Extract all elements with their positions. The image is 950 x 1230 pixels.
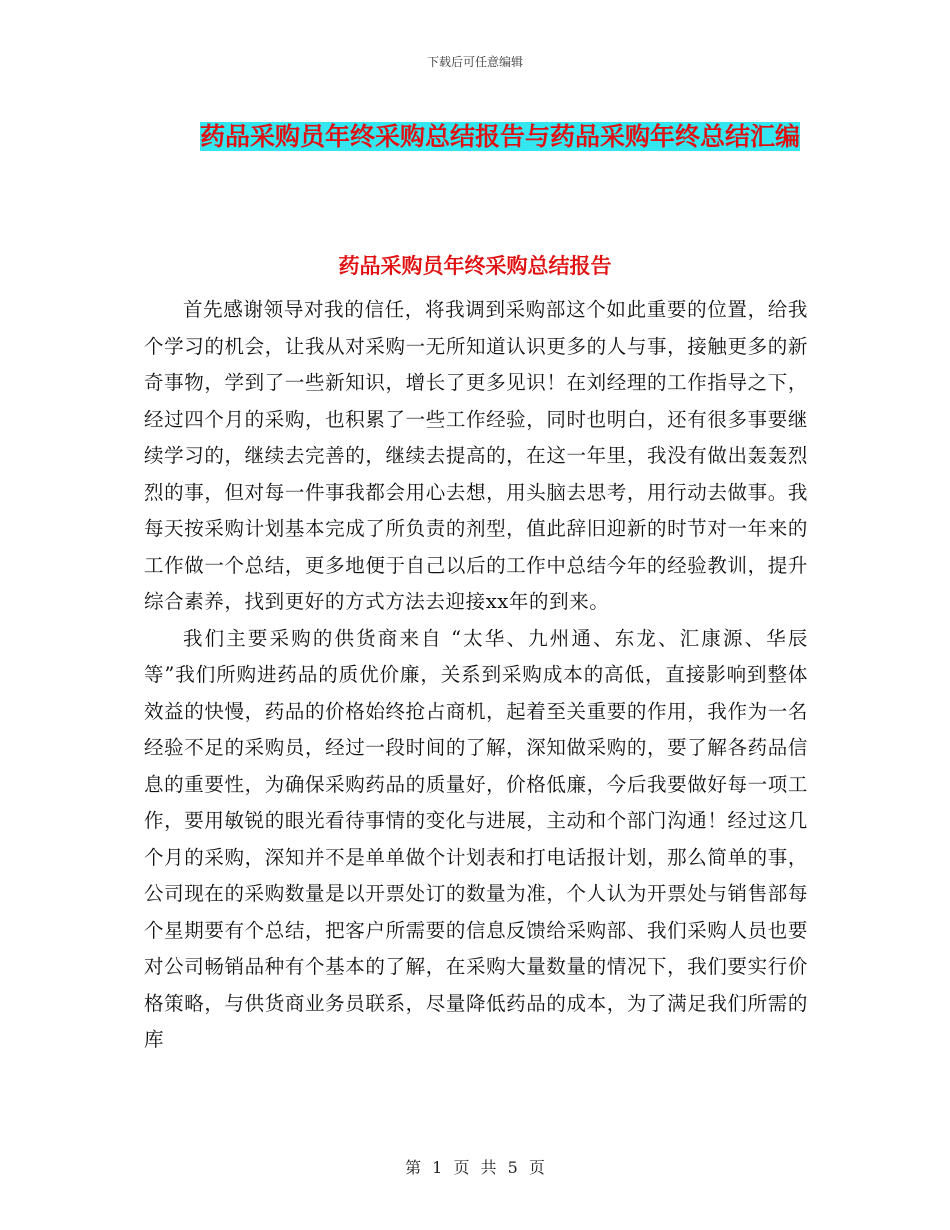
header-note: 下载后可任意编辑 — [426, 55, 523, 69]
paragraph-2: 我们主要采购的供货商来自 “太华、九州通、东龙、汇康源、华辰等”我们所购进药品的质优价廉，关系到采购成本的高低，直接影响到整体效益的快慢，药品的价格始终抢占商机，起着至关重要的作用，我作为一名经验不足的采购员，经过一段时间的了解，深知做采购的，要了解各药品信息的重要性，为确保采购药品的质量好，价格低廉，今后我要做好每一项工作，要用敏锐的眼光看待事情的变化与进展，主动和个部门沟通！经过这几个月的采购，深知并不是单单做个计划表和打电话报计划，那么简单的事，公司现在的采购数量是以开票处订的数量为准，个人认为开票处与销售部每个星期要有个总结，把客户所需要的信息反馈给采购部、我们采购人员也要对公司畅销品种有个基本的了解，在采购大量数量的情况下，我们要实行价格策略，与供货商业务员联系，尽量降低药品的成本，为了满足我们所需的库 — [144, 626, 808, 1051]
document-title-highlight: 药品采购员年终采购总结报告与药品采购年终总结汇编 — [199, 122, 800, 151]
document-title — [150, 112, 850, 162]
body-text — [144, 292, 808, 1059]
paragraph-1: 首先感谢领导对我的信任，将我调到采购部这个如此重要的位置，给我个学习的机会，让我从对采购一无所知道认识更多的人与事，接触更多的新奇事物，学到了一些新知识，增长了更多见识！在刘经理的工作指导之下，经过四个月的采购，也积累了一些工作经验，同时也明白，还有很多事要继续学习的，继续去完善的，继续去提高的，在这一年里，我没有做出轰轰烈烈的事，但对每一件事我都会用心去想，用头脑去思考，用行动去做事。我每天按采购计划基本完成了所负责的剂型，值此辞旧迎新的时节对一年来的工作做一个总结，更多地便于自己以后的工作中总结今年的经验教训，提升综合素养，找到更好的方式方法去迎接xx年的到来。 — [144, 298, 808, 613]
section-title: 药品采购员年终采购总结报告 — [338, 254, 612, 278]
page-number-footer: 第 1 页 共 5 页 — [405, 1158, 545, 1177]
